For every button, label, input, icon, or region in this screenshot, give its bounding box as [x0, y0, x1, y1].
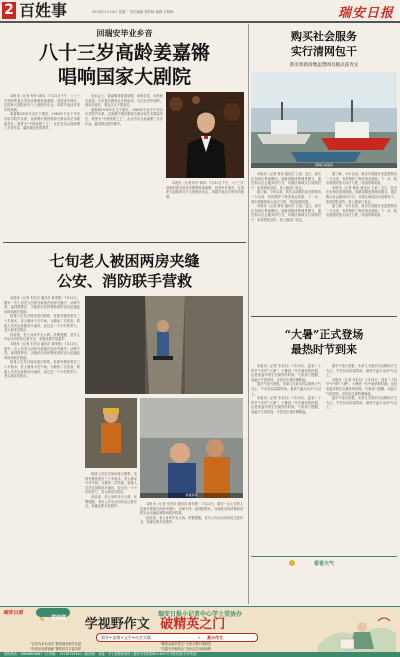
article-right2-title-1: “大暑”正式登场 — [284, 328, 364, 341]
arrow-right-icon: → — [197, 635, 201, 640]
article-top-body-col1 — [4, 94, 80, 238]
paragraph: 救援人员先对现场进行勘察，发现夹缝宽度仅三十多厘米，老人侧身卡在中间。为避免二次伤害，救援人员决定拆除部分墙体，经过近一个小时的努力，老人被成功救出。 — [4, 314, 80, 333]
paragraph: 据了解，今年以来，我市共清缴各类违禁网具一万余顶，有效保护了海洋渔业资源。下一步，我市将继续加大执法力度，巩固清网成果。 — [251, 190, 321, 204]
banner-feature-item: “实践写作相结合”边玩边学开阔视野 — [160, 647, 212, 651]
weather-label: 看看天气 — [313, 561, 334, 567]
article-right1-subtitle: 我市创新清缴违禁网具模式获肯定 — [289, 63, 359, 68]
paragraph: 本报讯（记者 朱伯衍）7月23日，迎来二十四节气中的“大暑”。大暑是一年中最热的时期，也是喜温作物生长最快的时候。气象部门提醒，高温天气将持续，市民应注意防暑降温。 — [251, 364, 321, 382]
paragraph: 据市气象台预报，未来几天我市仍以晴热天气为主，午后有局部雷阵雨，最高气温可达37℃以上。 — [251, 382, 321, 396]
paragraph: 据市气象台预报，未来几天我市仍以晴热天气为主，午后有局部雷阵雨，最高气温可达37℃以上。 — [326, 396, 397, 410]
boats-photo — [251, 72, 397, 168]
banner-feature-item: “以学为本为本乐”教育理念呵学先进 — [30, 642, 82, 646]
header-rule — [0, 21, 400, 23]
photo-caption: 救援现场 — [140, 493, 243, 498]
rescue-photo-wall — [85, 296, 243, 394]
article-mid-body-col3 — [140, 502, 243, 598]
paragraph: 音乐会上，姜嘉锵身着燕尾服，神采奕奕，现场座无虚席。许多瑞安籍观众专程赶来，为这位老乡助阵。演出结束后，观众久久不愿离去。 — [85, 94, 163, 108]
banner-formula-bar — [96, 633, 258, 642]
article-mid-title-1: 七旬老人被困两房夹缝 — [49, 252, 200, 270]
article-mid-body-col1 — [4, 296, 80, 596]
paragraph: 本报讯（记者 朱伯衍 通讯员 黄李胜）7月22日，瑞安一名七旬老人因意外被困在两房夹缝中，动弹不得。接到报警后，当地派出所民警和消防官兵迅速赶到现场展开救援。 — [4, 341, 80, 360]
paragraph: 本报讯（记者 林伟 通讯员 王某）近日，我市在东海区禁渔期间，创新清缴违禁渔具模式，通过购买社会服务的方式，对辖区海域实行清网包干，取得明显成效，获上级部门肯定。 — [326, 185, 397, 204]
banner-logo — [36, 608, 70, 621]
paragraph: 本报讯（记者 林伟 通讯员 王某）近日，我市在东海区禁渔期间，创新清缴违禁渔具模式，通过购买社会服务的方式，对辖区海域实行清网包干，取得明显成效，获上级部门肯定。 — [251, 204, 321, 222]
article-right1-title-2: 实行清网包干 — [291, 45, 357, 58]
paragraph: 据了解，今年以来，我市共清缴各类违禁网具一万余顶，有效保护了海洋渔业资源。下一步，我市将继续加大执法力度，巩固清网成果。 — [326, 204, 397, 218]
paragraph: 本报讯（记者 朱伯衍 通讯员 黄李胜）7月22日，瑞安一名七旬老人因意外被困在两房夹缝中，动弹不得。接到报警后，当地派出所民警和消防官兵迅速赶到现场展开救援。 — [4, 296, 80, 314]
article-top-kicker: 回瑞安毕业乡音 — [96, 29, 153, 38]
paragraph: 据市气象台预报，未来几天我市仍以晴热天气为主，午后有局部雷阵雨，最高气温可达37℃以上。 — [326, 364, 397, 378]
paragraph: 本报讯（记者 林伟 通讯员 王某）近日，我市在东海区禁渔期间，创新清缴违禁渔具模式，通过购买社会服务的方式，对辖区海域实行清网包干，取得明显成效，获上级部门肯定。 — [251, 172, 321, 190]
paragraph: 姜嘉锵1935年出生于瑞安，1960年毕业于中央音乐学院声乐系，以演唱中国民歌和古典诗词艺术歌曲见长，被誉为“中国民歌之王”。此次音乐会他演唱了多首作品，赢得观众热烈掌声。 — [4, 112, 80, 131]
article-top-title-2: 唱响国家大剧院 — [57, 66, 191, 88]
banner-logo-text: 学而堂 — [51, 615, 67, 621]
section-title: 百姓事 — [19, 1, 68, 20]
banner-headline-left: 学视野作文 — [84, 617, 150, 632]
article-right2-title-2: 最热时节到来 — [291, 343, 357, 356]
singer-photo — [166, 92, 244, 178]
banner-formula: 阅享+思维+文学+社会实践 — [101, 635, 152, 640]
paragraph: 本报讯（记者 朱伯衍）7月23日，迎来二十四节气中的“大暑”。大暑是一年中最热的时期，也是喜温作物生长最快的时候。气象部门提醒，高温天气将持续，市民应注意防暑降温。 — [326, 377, 397, 396]
paragraph: 姜嘉锵1935年出生于瑞安，1960年毕业于中央音乐学院声乐系，以演唱中国民歌和古典诗词艺术歌曲见长，被誉为“中国民歌之王”。此次音乐会他演唱了多首作品，赢得观众热烈掌声。 — [85, 107, 163, 126]
paragraph: 本报讯（记者 杨华 林沐）7月21日下午，八十三岁高龄的著名男高音歌唱家姜嘉锵，回到家乡瑞安，在国家大剧院举办个人独唱音乐会，用歌声表达对家乡的深情。 — [166, 181, 244, 199]
banner-feature-list — [30, 642, 290, 652]
article-right1-body-col2 — [326, 172, 397, 312]
sun-icon — [289, 560, 295, 566]
article-mid — [3, 246, 246, 602]
paragraph: 本报讯（记者 朱伯衍）7月23日，迎来二十四节气中的“大暑”。大暑是一年中最热的时期，也是喜温作物生长最快的时候。气象部门提醒，高温天气将持续，市民应注意防暑降温。 — [251, 396, 321, 414]
article-right2-body-col2 — [326, 364, 397, 550]
paragraph: 据了解，今年以来，我市共清缴各类违禁网具一万余顶，有效保护了海洋渔业资源。下一步，我市将继续加大执法力度，巩固清网成果。 — [326, 172, 397, 186]
column-divider — [248, 24, 249, 604]
article-right1-title-1: 购买社会服务 — [291, 30, 357, 43]
banner-feature-item: “精智双商学语文”大语文观引领研发 — [160, 642, 212, 646]
banner-illustration — [318, 615, 396, 653]
banner-headline-right: 破精英之门 — [160, 617, 226, 632]
top-article-rule — [3, 242, 246, 243]
article-top — [3, 24, 246, 240]
article-right1-body-col1 — [251, 172, 321, 312]
article-top-body-col2 — [85, 94, 163, 238]
banner-headline — [20, 617, 290, 632]
article-top-body-col3 — [166, 181, 244, 238]
header-meta: 2018年7月24日 星期二 责任编辑 管舒枫 编辑 史晓锋 — [92, 10, 174, 14]
banner-masthead: 瑞安日报 — [3, 610, 24, 616]
article-right1 — [251, 24, 397, 314]
photo-caption: 清网行动现场 — [251, 163, 397, 168]
weather-box — [251, 556, 397, 603]
paragraph: 经检查，老人身体并无大碍。民警提醒，老年人外出活动时应注意安全，家属也要多加看护。 — [4, 332, 80, 342]
masthead-logo: 瑞安日报 — [337, 6, 394, 21]
article-mid-body-col2 — [85, 472, 137, 598]
paragraph: 经检查，老人身体并无大碍。民警提醒，老年人外出活动时应注意安全，家属也要多加看护。 — [85, 494, 137, 509]
rescue-photo-firefighters — [85, 398, 137, 468]
banner-tagline: 瑞安日报小记者中心学士堂协办 — [157, 611, 242, 618]
paragraph: 经检查，老人身体并无大碍。民警提醒，老年人外出活动时应注意安全，家属也要多加看护。 — [140, 515, 243, 525]
article-mid-title-2: 公安、消防联手营救 — [56, 272, 192, 290]
article-top-title-1: 八十三岁高龄姜嘉锵 — [38, 42, 210, 64]
paragraph: 救援人员先对现场进行勘察，发现夹缝宽度仅三十多厘米，老人侧身卡在中间。为避免二次伤害，救援人员决定拆除部分墙体，经过近一个小时的努力，老人被成功救出。 — [85, 472, 137, 495]
banner-footer: 咨询热线：18858805887（白老师） 13738753310（姚老师） 地址：学士堂教育培训（瑞安市安阳街619-621号 安阳实验小学对面） — [0, 652, 400, 657]
banner-feature-item: “听说呈动讲演练”课堂形式丰富多样 — [30, 647, 82, 651]
rescue-photo-closeup — [140, 398, 243, 498]
right-article-rule — [251, 316, 397, 317]
paragraph: 救援人员先对现场进行勘察，发现夹缝宽度仅三十多厘米，老人侧身卡在中间。为避免二次伤害，救援人员决定拆除部分墙体，经过近一个小时的努力，老人被成功救出。 — [4, 360, 80, 379]
paragraph: 本报讯（记者 杨华 林沐）7月21日下午，八十三岁高龄的著名男高音歌唱家姜嘉锵，回到家乡瑞安，在国家大剧院举办个人独唱音乐会，用歌声表达对家乡的深情。 — [4, 94, 80, 112]
article-right2-body-col1 — [251, 364, 321, 550]
paragraph: 本报讯（记者 朱伯衍 通讯员 黄李胜）7月22日，瑞安一名七旬老人因意外被困在两房夹缝中，动弹不得。接到报警后，当地派出所民警和消防官兵迅速赶到现场展开救援。 — [140, 502, 243, 516]
ad-banner — [0, 606, 400, 657]
page-number: 2 — [2, 2, 16, 19]
page-header — [0, 0, 400, 22]
banner-result: 高分作文 — [207, 635, 223, 640]
article-right2 — [251, 318, 397, 604]
